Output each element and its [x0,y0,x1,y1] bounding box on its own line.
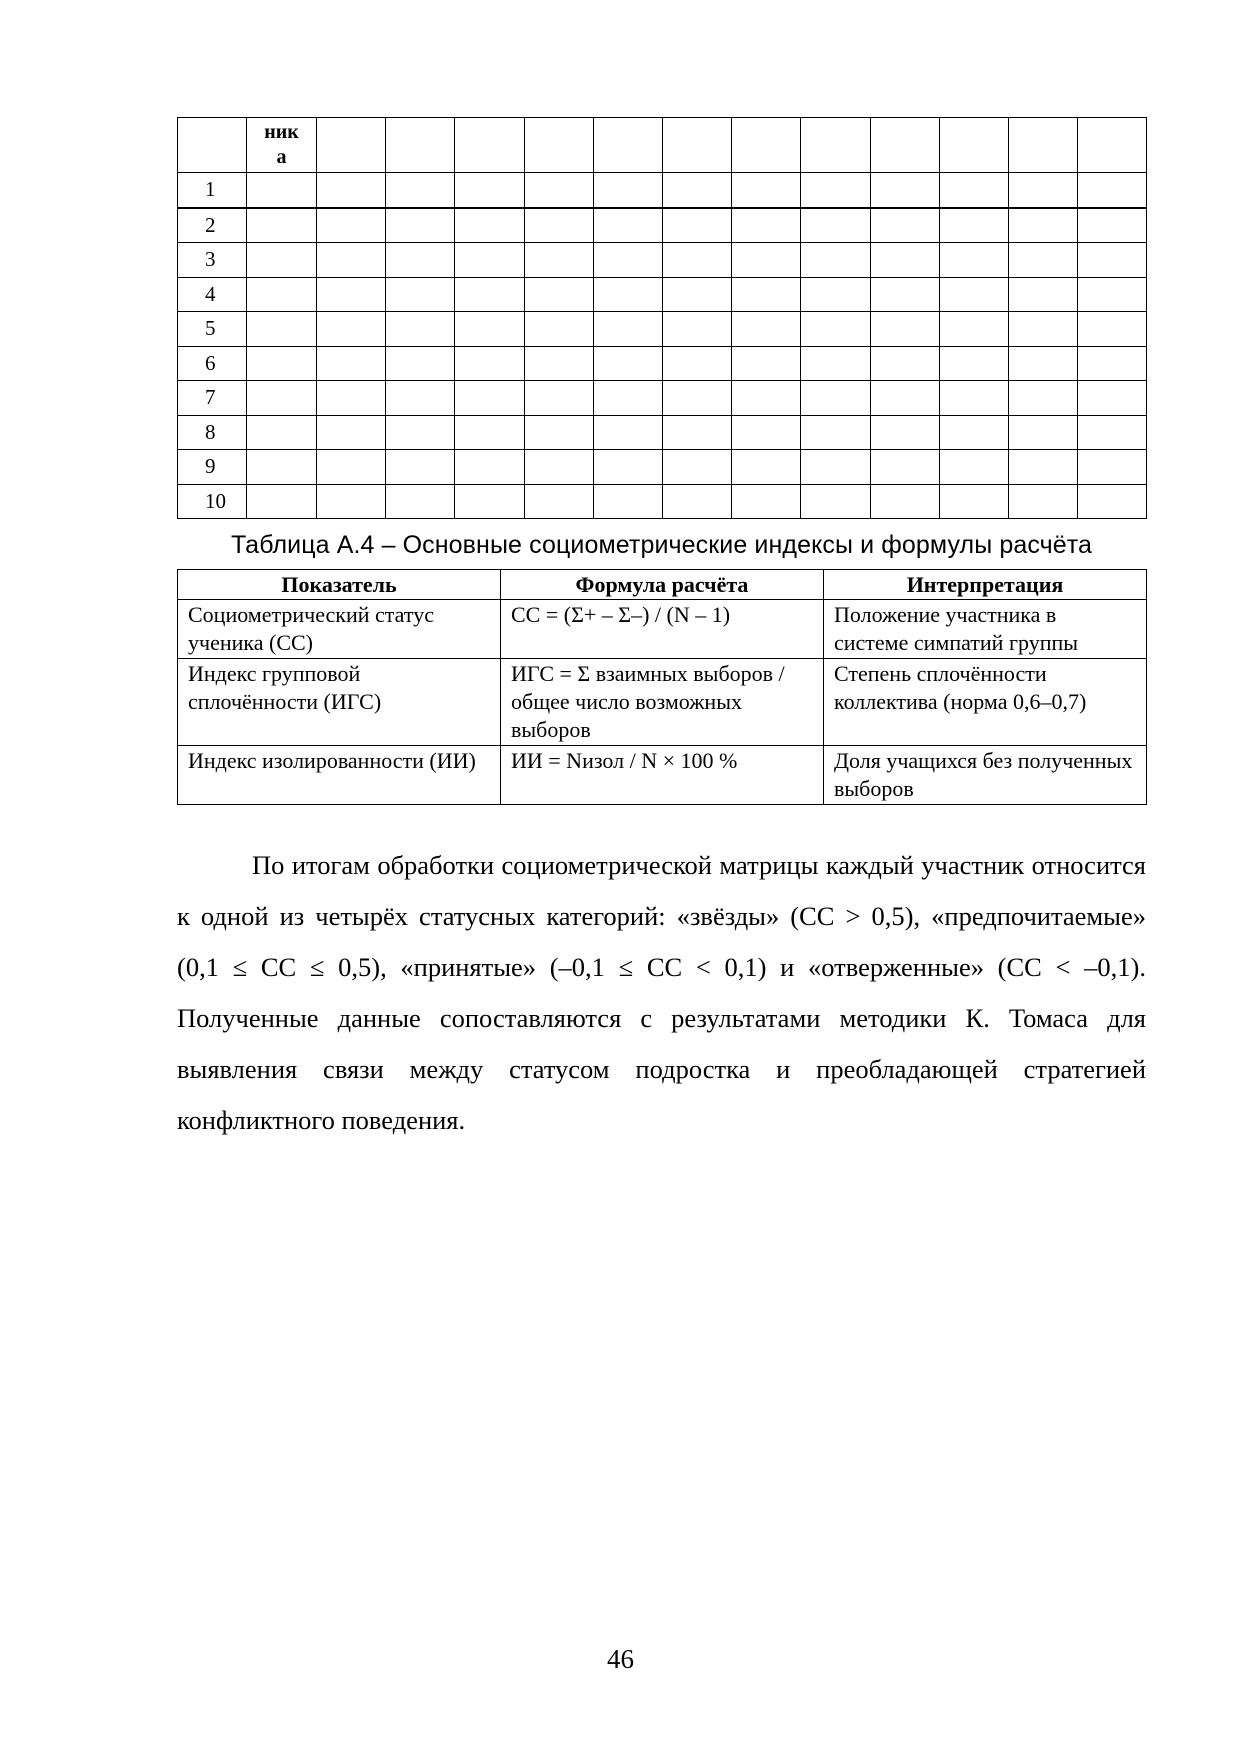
matrix-cell [732,346,801,381]
matrix-row [178,415,1216,450]
matrix-cell [870,208,939,243]
matrix-cell [1008,277,1077,312]
matrix-cell [247,173,317,208]
matrix-cell [1008,173,1077,208]
interpretation-cell: Степень сплочённости коллектива (норма 0,6–0,7) [824,659,1147,746]
matrix-cell [386,312,455,347]
matrix-cell [939,415,1008,450]
matrix-cell [939,450,1008,485]
matrix-row-number: 2 [178,208,247,243]
matrix-cell [1078,450,1147,485]
sociometric-matrix-table [177,117,1216,519]
matrix-cell [1078,484,1147,519]
matrix-cell [386,381,455,416]
matrix-cell [593,312,662,347]
matrix-cell [662,450,731,485]
matrix-cell [732,312,801,347]
matrix-cell [455,346,524,381]
matrix-cell [524,208,593,243]
matrix-header-cell [801,118,870,173]
matrix-cell [732,208,801,243]
matrix-cell [939,243,1008,278]
matrix-cell [524,173,593,208]
matrix-header-cell [524,118,593,173]
indicator-cell: Индекс изолированности (ИИ) [178,746,501,805]
matrix-cell [732,484,801,519]
matrix-cell [662,208,731,243]
indicator-cell: Социометрический статус ученика (СС) [178,600,501,659]
indicator-cell: Индекс групповой сплочённости (ИГС) [178,659,501,746]
matrix-cell [939,312,1008,347]
matrix-row-number: 1 [178,173,247,208]
matrix-cell [524,484,593,519]
matrix-cell [801,312,870,347]
matrix-cell [662,312,731,347]
matrix-cell [247,484,317,519]
matrix-cell [593,173,662,208]
matrix-cell [1078,277,1147,312]
matrix-cell [593,484,662,519]
matrix-row [178,277,1216,312]
matrix-header-cell [317,118,386,173]
matrix-cell [593,450,662,485]
matrix-cell [524,312,593,347]
matrix-cell [455,312,524,347]
matrix-cell [524,243,593,278]
table-caption: Таблица А.4 – Основные социометрические индексы и формулы расчёта [230,531,1093,559]
matrix-cell [317,243,386,278]
matrix-cell [1078,173,1147,208]
matrix-cell [247,208,317,243]
matrix-cell [732,277,801,312]
matrix-cell [593,208,662,243]
matrix-cell [317,415,386,450]
matrix-row [178,312,1216,347]
matrix-cell [386,277,455,312]
matrix-row [178,450,1216,485]
matrix-row [178,243,1216,278]
matrix-cell [939,173,1008,208]
matrix-cell [524,381,593,416]
matrix-cell [939,381,1008,416]
matrix-cell [1078,243,1147,278]
matrix-cell [455,173,524,208]
matrix-cell [870,277,939,312]
indices-table [177,569,1147,805]
matrix-cell [870,484,939,519]
matrix-cell [317,312,386,347]
matrix-cell [662,415,731,450]
matrix-cell [870,173,939,208]
matrix-cell [455,381,524,416]
matrix-row [178,346,1216,381]
matrix-cell [870,415,939,450]
matrix-cell [247,381,317,416]
matrix-cell [662,173,731,208]
matrix-row [178,381,1216,416]
matrix-cell [732,450,801,485]
matrix-cell [455,277,524,312]
matrix-cell [801,346,870,381]
matrix-cell [801,277,870,312]
matrix-cell [732,173,801,208]
matrix-cell [1078,415,1147,450]
matrix-cell [455,208,524,243]
matrix-cell [593,346,662,381]
matrix-cell [732,415,801,450]
matrix-cell [662,277,731,312]
matrix-cell [455,484,524,519]
indices-row [178,746,1147,805]
body-paragraph: По итогам обработки социометрической матрицы каждый участник относится к одной из четырёх статусных категорий: «звёзды» (СС > 0,5), «предпочитаемые» (0,1 ≤ СС ≤ 0,5), «принятые» (–0,1 ≤ СС < 0,1) и «отверженные» (СС < –0,1). Полученные данные сопоставляются с результатами методики К. Томаса для выявления связи между статусом подростка и преобладающей стратегией конфликтного поведения. [177,849,1146,1135]
matrix-cell [1008,415,1077,450]
matrix-cell [247,312,317,347]
matrix-cell [317,173,386,208]
matrix-cell [317,450,386,485]
matrix-cell [455,243,524,278]
matrix-cell [801,381,870,416]
matrix-cell [801,173,870,208]
matrix-cell [455,450,524,485]
matrix-cell [247,346,317,381]
matrix-cell [317,381,386,416]
formula-cell: СС = (Σ+ – Σ–) / (N – 1) [501,600,824,659]
matrix-row [178,173,1216,208]
matrix-cell [317,277,386,312]
matrix-cell [1008,381,1077,416]
matrix-row-number: 7 [178,381,247,416]
matrix-cell [386,484,455,519]
matrix-header-cell [870,118,939,173]
matrix-cell [455,415,524,450]
matrix-cell [1078,381,1147,416]
matrix-row [178,208,1216,243]
matrix-cell [801,484,870,519]
header-indicator: Показатель [178,570,501,600]
matrix-cell [247,243,317,278]
matrix-cell [524,450,593,485]
matrix-row-number: 6 [178,346,247,381]
matrix-row [178,484,1216,519]
matrix-cell [247,277,317,312]
matrix-cell [386,450,455,485]
matrix-cell [801,450,870,485]
formula-cell: ИГС = Σ взаимных выборов / общее число возможных выборов [501,659,824,746]
matrix-cell [801,208,870,243]
matrix-cell [1008,484,1077,519]
indices-header-row [178,570,1147,600]
matrix-cell [662,243,731,278]
matrix-cell [870,450,939,485]
matrix-cell [870,381,939,416]
matrix-cell [386,173,455,208]
matrix-cell [386,208,455,243]
matrix-cell [317,484,386,519]
matrix-header-cell [732,118,801,173]
matrix-cell [939,277,1008,312]
matrix-header-cell [455,118,524,173]
matrix-header-row [178,118,1216,173]
matrix-header-cell [939,118,1008,173]
indices-row [178,659,1147,746]
matrix-cell [524,346,593,381]
matrix-cell [386,346,455,381]
matrix-cell [870,346,939,381]
matrix-cell [662,381,731,416]
interpretation-cell: Положение участника в системе симпатий группы [824,600,1147,659]
matrix-row-number: 4 [178,277,247,312]
matrix-cell [317,346,386,381]
matrix-corner-cell [178,118,247,173]
matrix-cell [1008,243,1077,278]
matrix-row-number: 3 [178,243,247,278]
matrix-cell [1078,312,1147,347]
matrix-header-cell [593,118,662,173]
matrix-cell [801,243,870,278]
formula-cell: ИИ = Nизол / N × 100 % [501,746,824,805]
matrix-row-number: 9 [178,450,247,485]
matrix-cell [1008,312,1077,347]
matrix-row-number: 5 [178,312,247,347]
matrix-row-number: 8 [178,415,247,450]
matrix-cell [801,415,870,450]
matrix-cell [386,415,455,450]
interpretation-cell: Доля учащихся без полученных выборов [824,746,1147,805]
matrix-header-label: ник а [247,118,317,173]
matrix-cell [247,415,317,450]
matrix-cell [593,277,662,312]
matrix-row-number: 10 [178,484,247,519]
matrix-cell [1078,346,1147,381]
matrix-cell [593,415,662,450]
matrix-cell [939,484,1008,519]
matrix-cell [732,243,801,278]
matrix-cell [662,346,731,381]
matrix-cell [939,208,1008,243]
matrix-cell [662,484,731,519]
matrix-cell [1078,208,1147,243]
header-interpretation: Интерпретация [824,570,1147,600]
matrix-cell [870,243,939,278]
matrix-cell [939,346,1008,381]
matrix-cell [317,208,386,243]
matrix-header-cell [1008,118,1077,173]
matrix-header-cell [386,118,455,173]
matrix-cell [732,381,801,416]
indices-row [178,600,1147,659]
matrix-cell [1008,450,1077,485]
matrix-cell [524,277,593,312]
matrix-cell [386,243,455,278]
matrix-cell [870,312,939,347]
matrix-cell [1008,346,1077,381]
header-formula: Формула расчёта [501,570,824,600]
matrix-cell [593,381,662,416]
matrix-cell [247,450,317,485]
page-number: 46 [607,1644,634,1674]
matrix-cell [593,243,662,278]
matrix-header-cell [1078,118,1147,173]
matrix-cell [524,415,593,450]
matrix-header-cell [662,118,731,173]
matrix-cell [1008,208,1077,243]
